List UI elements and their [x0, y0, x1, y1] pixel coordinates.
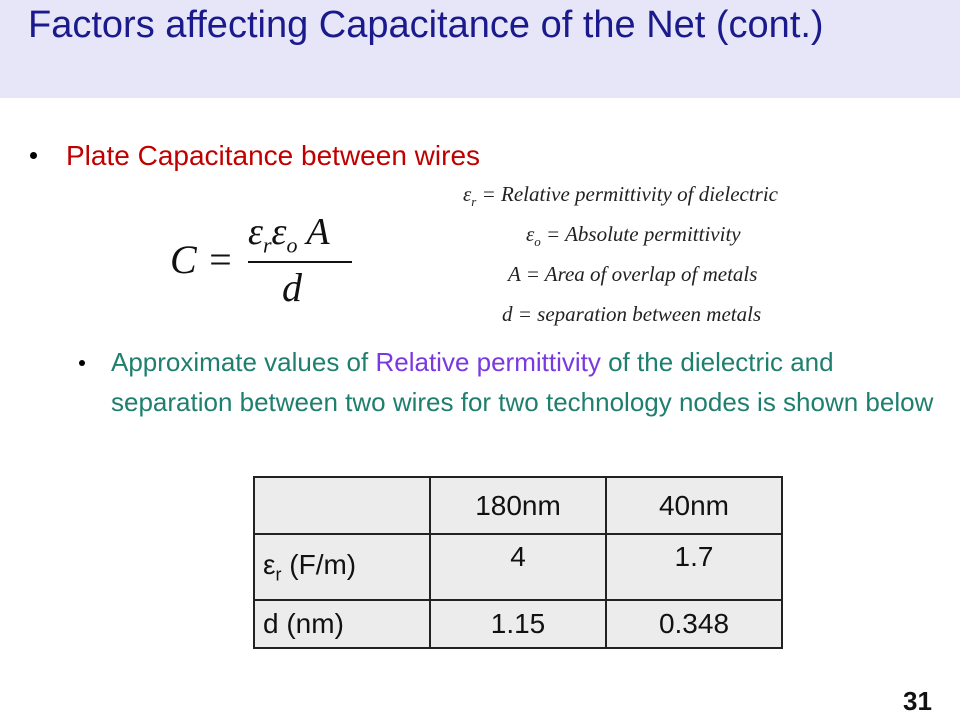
legend-eps-r: $\varepsilon_r$ = Relative permittivity of dielectric: [463, 182, 778, 210]
legend-eps-o: $\varepsilon_o$ = Absolute permittivity: [526, 222, 741, 250]
table-header-cell: 40nm: [606, 477, 782, 534]
table-cell: 1.7: [606, 534, 782, 600]
bullet-plate-capacitance: Plate Capacitance between wires: [66, 140, 481, 171]
formula-lhs: C =: [170, 237, 234, 282]
table-header-cell: 180nm: [430, 477, 606, 534]
page-number: 31: [903, 686, 932, 716]
table-row-label: d (nm): [254, 600, 430, 648]
legend-separation: d = separation between metals: [502, 302, 762, 326]
sub-bullet-dot: [79, 360, 85, 366]
legend-area: A = Area of overlap of metals: [508, 262, 758, 286]
slide-title: Factors affecting Capacitance of the Net (cont.): [28, 4, 824, 46]
formula-numerator: $\varepsilon_r\varepsilon_o$ A: [248, 211, 330, 258]
table-row-label: $\varepsilon_r$ (F/m): [254, 534, 430, 600]
table-row: [254, 534, 782, 600]
table-header-cell: [254, 477, 430, 534]
table-cell: 1.15: [430, 600, 606, 648]
capacitance-formula: [170, 206, 370, 316]
fraction-bar: [248, 261, 352, 263]
formula-denominator: d: [282, 265, 302, 310]
table-cell: 4: [430, 534, 606, 600]
values-table: [253, 476, 783, 649]
highlight-relative-permittivity: Relative permittivity: [375, 347, 601, 377]
bullet-approx-values: Approximate values of Relative permittivity of the dielectric and separation between two wires for two technology nodes is shown below: [111, 347, 934, 417]
table-row: [254, 600, 782, 648]
bullet-dot: [30, 152, 37, 159]
table-header-row: [254, 477, 782, 534]
table-cell: 0.348: [606, 600, 782, 648]
